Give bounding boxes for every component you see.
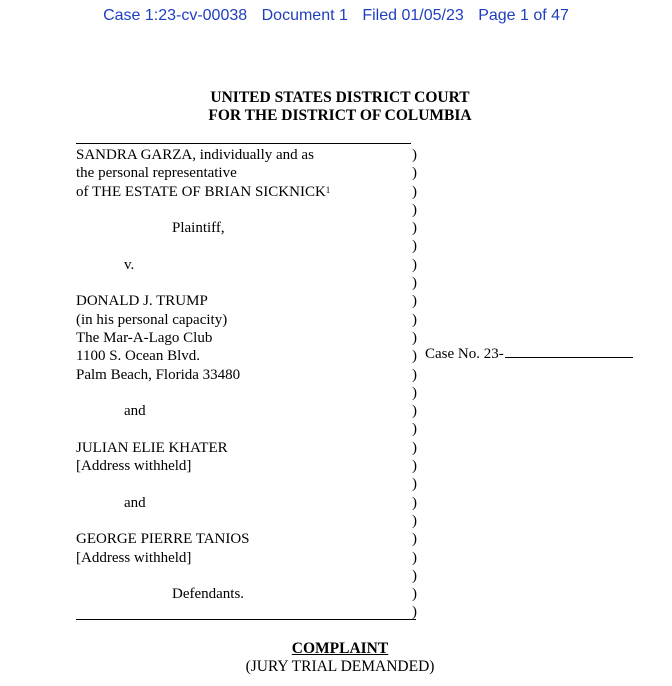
defendant1-capacity: (in his personal capacity)	[76, 311, 228, 328]
defendant1-name: DONALD J. TRUMP	[76, 293, 208, 310]
caption-paren: )	[412, 384, 417, 401]
caption-paren: )	[412, 256, 417, 273]
caption-paren: )	[412, 311, 417, 328]
defendant3-name: GEORGE PIERRE TANIOS	[76, 531, 250, 548]
plaintiff-line-2: the personal representative	[76, 165, 237, 182]
defendant1-address-1: The Mar-A-Lago Club	[76, 329, 213, 346]
caption-paren: )	[412, 403, 417, 420]
defendant2-name: JULIAN ELIE KHATER	[76, 439, 228, 456]
caption-top-rule	[76, 143, 411, 144]
versus: v.	[124, 256, 135, 273]
caption-paren: )	[412, 348, 417, 365]
caption-parties	[76, 146, 411, 603]
caption-paren: )	[412, 549, 417, 566]
plaintiff-line-1: SANDRA GARZA, individually and as	[76, 147, 314, 163]
caption-paren: )	[412, 329, 417, 346]
filed-date: Filed 01/05/23	[362, 7, 464, 24]
case-number-blank	[505, 345, 633, 358]
caption-paren: )	[412, 586, 417, 603]
caption-paren: )	[412, 512, 417, 529]
defendant3-address: [Address withheld]	[76, 549, 192, 566]
court-title	[0, 89, 672, 125]
defendants-role: Defendants.	[172, 586, 245, 603]
caption-paren: )	[412, 183, 417, 200]
defendant1-address-3: Palm Beach, Florida 33480	[76, 366, 241, 383]
document-subtitle: (JURY TRIAL DEMANDED)	[245, 658, 435, 675]
caption-paren: )	[412, 366, 417, 383]
and-2: and	[124, 494, 146, 511]
case-number-header: Case 1:23-cv-00038	[103, 7, 248, 24]
plaintiff-estate: of THE ESTATE OF BRIAN SICKNICK	[76, 183, 326, 200]
court-line-2: FOR THE DISTRICT OF COLUMBIA	[208, 107, 472, 124]
case-number-label: Case No. 23-	[425, 346, 504, 362]
caption-paren: )	[412, 275, 417, 292]
caption-paren: )	[412, 165, 417, 182]
caption-parentheses	[412, 146, 417, 622]
caption-paren: )	[412, 147, 417, 163]
caption-paren: )	[412, 293, 417, 310]
plaintiff-role: Plaintiff,	[172, 220, 225, 237]
caption-paren: )	[412, 421, 417, 438]
document-number: Document 1	[261, 7, 348, 24]
caption-paren: )	[412, 476, 417, 493]
ecf-header	[0, 7, 672, 25]
caption-paren: )	[412, 458, 417, 475]
page-indicator: Page 1 of 47	[478, 7, 569, 24]
caption-paren: )	[412, 494, 417, 511]
plaintiff-line-3	[76, 183, 411, 201]
caption-bottom-rule	[76, 619, 416, 620]
defendant2-address: [Address withheld]	[76, 458, 192, 475]
and-1: and	[124, 403, 146, 420]
court-line-1: UNITED STATES DISTRICT COURT	[210, 89, 470, 106]
document-title: COMPLAINT	[291, 640, 389, 657]
caption-paren: )	[412, 220, 417, 237]
caption-paren: )	[412, 439, 417, 456]
defendant1-address-2: 1100 S. Ocean Blvd.	[76, 348, 201, 365]
footnote-mark: 1	[325, 184, 331, 195]
caption-paren: )	[412, 604, 417, 621]
caption-paren: )	[412, 238, 417, 255]
caption-paren: )	[412, 531, 417, 548]
caption-paren: )	[412, 201, 417, 218]
case-number-field	[425, 345, 633, 363]
caption-paren: )	[412, 567, 417, 584]
